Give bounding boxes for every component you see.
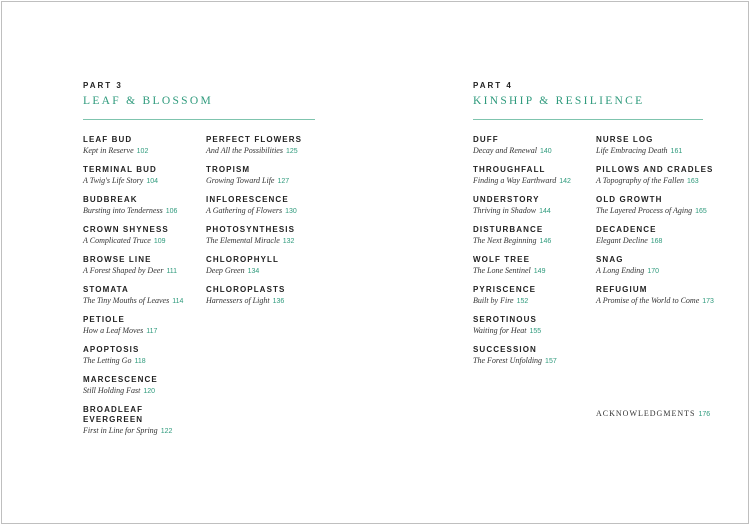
chapter-subtitle (83, 145, 201, 157)
chapter-title: PYRISCENCE (473, 285, 537, 294)
chapter-title: CHLOROPHYLL (206, 255, 279, 264)
toc-entry[interactable] (596, 135, 714, 157)
page-number: 109 (153, 238, 166, 245)
toc-entry[interactable] (83, 345, 201, 367)
chapter-subtitle (473, 265, 591, 277)
right-page (375, 2, 748, 523)
toc-entry[interactable] (473, 285, 591, 307)
section-divider (83, 119, 315, 120)
toc-entry[interactable] (206, 285, 324, 307)
page-number: 130 (285, 208, 297, 215)
chapter-subtitle (473, 145, 591, 157)
chapter-subtitle (473, 325, 591, 337)
book-spread (1, 1, 749, 524)
toc-entry[interactable] (596, 225, 714, 247)
subtitle-text: A Promise of the World to Come (596, 296, 700, 305)
chapter-subtitle (473, 295, 591, 307)
subtitle-text: Thriving in Shadow (473, 206, 537, 215)
toc-entry[interactable] (83, 255, 201, 277)
subtitle-text: A Long Ending (596, 266, 645, 275)
page-number: 170 (647, 268, 659, 275)
toc-entry[interactable] (83, 135, 201, 157)
chapter-subtitle (83, 265, 201, 277)
chapter-title: BUDBREAK (83, 195, 138, 204)
subtitle-text: The Layered Process of Aging (596, 206, 693, 215)
subtitle-text: Life Embracing Death (596, 146, 668, 155)
chapter-subtitle (596, 205, 714, 217)
chapter-title: SNAG (596, 255, 624, 264)
chapter-subtitle (83, 235, 201, 247)
page-number: 144 (539, 208, 551, 215)
chapter-subtitle (206, 235, 324, 247)
section-divider (473, 119, 703, 120)
chapter-title: DUFF (473, 135, 499, 144)
chapter-title: PERFECT FLOWERS (206, 135, 303, 144)
chapter-title: PHOTOSYNTHESIS (206, 225, 296, 234)
subtitle-text: Built by Fire (473, 296, 514, 305)
chapter-title: UNDERSTORY (473, 195, 540, 204)
chapter-title: SEROTINOUS (473, 315, 537, 324)
chapter-subtitle (596, 265, 714, 277)
page-number: 104 (146, 178, 158, 185)
chapter-title: THROUGHFALL (473, 165, 546, 174)
chapter-title: INFLORESCENCE (206, 195, 289, 204)
page-number: 140 (539, 148, 552, 155)
chapter-subtitle (473, 175, 591, 187)
page-number: 134 (247, 268, 260, 275)
chapter-subtitle (83, 295, 201, 307)
page-number: 127 (277, 178, 290, 185)
chapter-subtitle (83, 385, 201, 397)
toc-entry[interactable] (473, 195, 591, 217)
chapter-title: OLD GROWTH (596, 195, 663, 204)
page-number: 152 (516, 298, 529, 305)
subtitle-text: The Forest Unfolding (473, 356, 543, 365)
chapter-title: STOMATA (83, 285, 129, 294)
chapter-subtitle (83, 355, 201, 367)
toc-entry[interactable] (473, 135, 591, 157)
acknowledgments-entry[interactable] (596, 409, 710, 418)
page-number: 120 (143, 388, 156, 395)
chapter-subtitle (596, 175, 714, 187)
toc-entry[interactable] (83, 405, 201, 437)
toc-entry[interactable] (473, 345, 591, 367)
page-number: 165 (695, 208, 707, 215)
subtitle-text: The Tiny Mouths of Leaves (83, 296, 170, 305)
toc-entry[interactable] (83, 285, 201, 307)
subtitle-text: Still Holding Fast (83, 386, 141, 395)
toc-entry[interactable] (473, 165, 591, 187)
page-number: 122 (160, 428, 173, 435)
toc-column (596, 135, 714, 315)
page-number: 117 (146, 328, 158, 335)
part-label: PART 4 (473, 81, 513, 90)
toc-entry[interactable] (473, 315, 591, 337)
subtitle-text: Bursting into Tenderness (83, 206, 163, 215)
page-number: 102 (136, 148, 149, 155)
page-number: 173 (702, 298, 714, 305)
chapter-subtitle (596, 295, 714, 307)
page-number: 146 (539, 238, 552, 245)
toc-entry[interactable] (596, 285, 714, 307)
chapter-subtitle (473, 235, 591, 247)
chapter-title: MARCESCENCE (83, 375, 158, 384)
chapter-subtitle (83, 205, 201, 217)
toc-entry[interactable] (83, 165, 201, 187)
subtitle-text: How a Leaf Moves (83, 326, 144, 335)
page-number: 125 (285, 148, 298, 155)
subtitle-text: And All the Possibilities (206, 146, 283, 155)
toc-entry[interactable] (206, 195, 324, 217)
toc-entry[interactable] (83, 315, 201, 337)
page-number: 106 (165, 208, 178, 215)
chapter-title: DECADENCE (596, 225, 657, 234)
toc-entry[interactable] (206, 135, 324, 157)
toc-entry[interactable] (596, 165, 714, 187)
toc-column (206, 135, 324, 315)
subtitle-text: The Next Beginning (473, 236, 537, 245)
chapter-subtitle (206, 205, 324, 217)
toc-entry[interactable] (206, 255, 324, 277)
subtitle-text: Harnessers of Light (206, 296, 270, 305)
toc-entry[interactable] (596, 255, 714, 277)
page-number: 142 (559, 178, 571, 185)
subtitle-text: The Elemental Miracle (206, 236, 280, 245)
toc-entry[interactable] (83, 375, 201, 397)
chapter-title: APOPTOSIS (83, 345, 140, 354)
subtitle-text: Finding a Way Earthward (473, 176, 557, 185)
chapter-title: TROPISM (206, 165, 251, 174)
page-number: 111 (166, 268, 178, 275)
toc-entry[interactable] (596, 195, 714, 217)
toc-entry[interactable] (83, 195, 201, 217)
subtitle-text: Kept in Reserve (83, 146, 134, 155)
part-title: KINSHIP & RESILIENCE (473, 95, 645, 107)
part-title: LEAF & BLOSSOM (83, 95, 213, 107)
page-number: 118 (134, 358, 146, 365)
subtitle-text: Waiting for Heat (473, 326, 527, 335)
subtitle-text: Deep Green (206, 266, 245, 275)
chapter-title: TERMINAL BUD (83, 165, 157, 174)
chapter-subtitle (596, 145, 714, 157)
chapter-subtitle (83, 425, 201, 437)
chapter-subtitle (206, 145, 324, 157)
chapter-title: NURSE LOG (596, 135, 654, 144)
subtitle-text: A Twig's Life Story (83, 176, 144, 185)
chapter-title: DISTURBANCE (473, 225, 544, 234)
page-number: 161 (670, 148, 683, 155)
subtitle-text: Growing Toward Life (206, 176, 275, 185)
acknowledgments-label: ACKNOWLEDGMENTS (596, 409, 696, 418)
subtitle-text: The Lone Sentinel (473, 266, 531, 275)
subtitle-text: A Complicated Truce (83, 236, 151, 245)
chapter-subtitle (473, 205, 591, 217)
page-number: 155 (529, 328, 542, 335)
page-number: 149 (533, 268, 546, 275)
page-number: 136 (272, 298, 285, 305)
chapter-title: WOLF TREE (473, 255, 531, 264)
chapter-title: CROWN SHYNESS (83, 225, 169, 234)
chapter-title: BROWSE LINE (83, 255, 152, 264)
subtitle-text: Elegant Decline (596, 236, 648, 245)
subtitle-text: A Topography of the Fallen (596, 176, 684, 185)
chapter-subtitle (83, 325, 201, 337)
chapter-subtitle (206, 265, 324, 277)
chapter-subtitle (206, 175, 324, 187)
page-number: 163 (687, 178, 699, 185)
left-page (2, 2, 375, 523)
chapter-subtitle (206, 295, 324, 307)
page-number: 168 (650, 238, 663, 245)
page-number: 176 (698, 411, 711, 418)
chapter-title: CHLOROPLASTS (206, 285, 286, 294)
toc-entry[interactable] (473, 225, 591, 247)
toc-entry[interactable] (83, 225, 201, 247)
chapter-title: PILLOWS AND CRADLES (596, 165, 714, 174)
subtitle-text: Decay and Renewal (473, 146, 537, 155)
subtitle-text: The Letting Go (83, 356, 132, 365)
chapter-title: BROADLEAF EVERGREEN (83, 405, 144, 424)
page-number: 157 (545, 358, 557, 365)
page-number: 114 (172, 298, 184, 305)
subtitle-text: A Gathering of Flowers (206, 206, 283, 215)
subtitle-text: First in Line for Spring (83, 426, 158, 435)
chapter-subtitle (83, 175, 201, 187)
chapter-subtitle (473, 355, 591, 367)
toc-column (473, 135, 591, 375)
toc-entry[interactable] (206, 165, 324, 187)
chapter-title: LEAF BUD (83, 135, 133, 144)
part-label: PART 3 (83, 81, 123, 90)
chapter-subtitle (596, 235, 714, 247)
chapter-title: PETIOLE (83, 315, 125, 324)
toc-entry[interactable] (206, 225, 324, 247)
chapter-title: SUCCESSION (473, 345, 537, 354)
toc-column (83, 135, 201, 445)
subtitle-text: A Forest Shaped by Deer (83, 266, 164, 275)
chapter-title: REFUGIUM (596, 285, 648, 294)
page-number: 132 (282, 238, 295, 245)
toc-entry[interactable] (473, 255, 591, 277)
